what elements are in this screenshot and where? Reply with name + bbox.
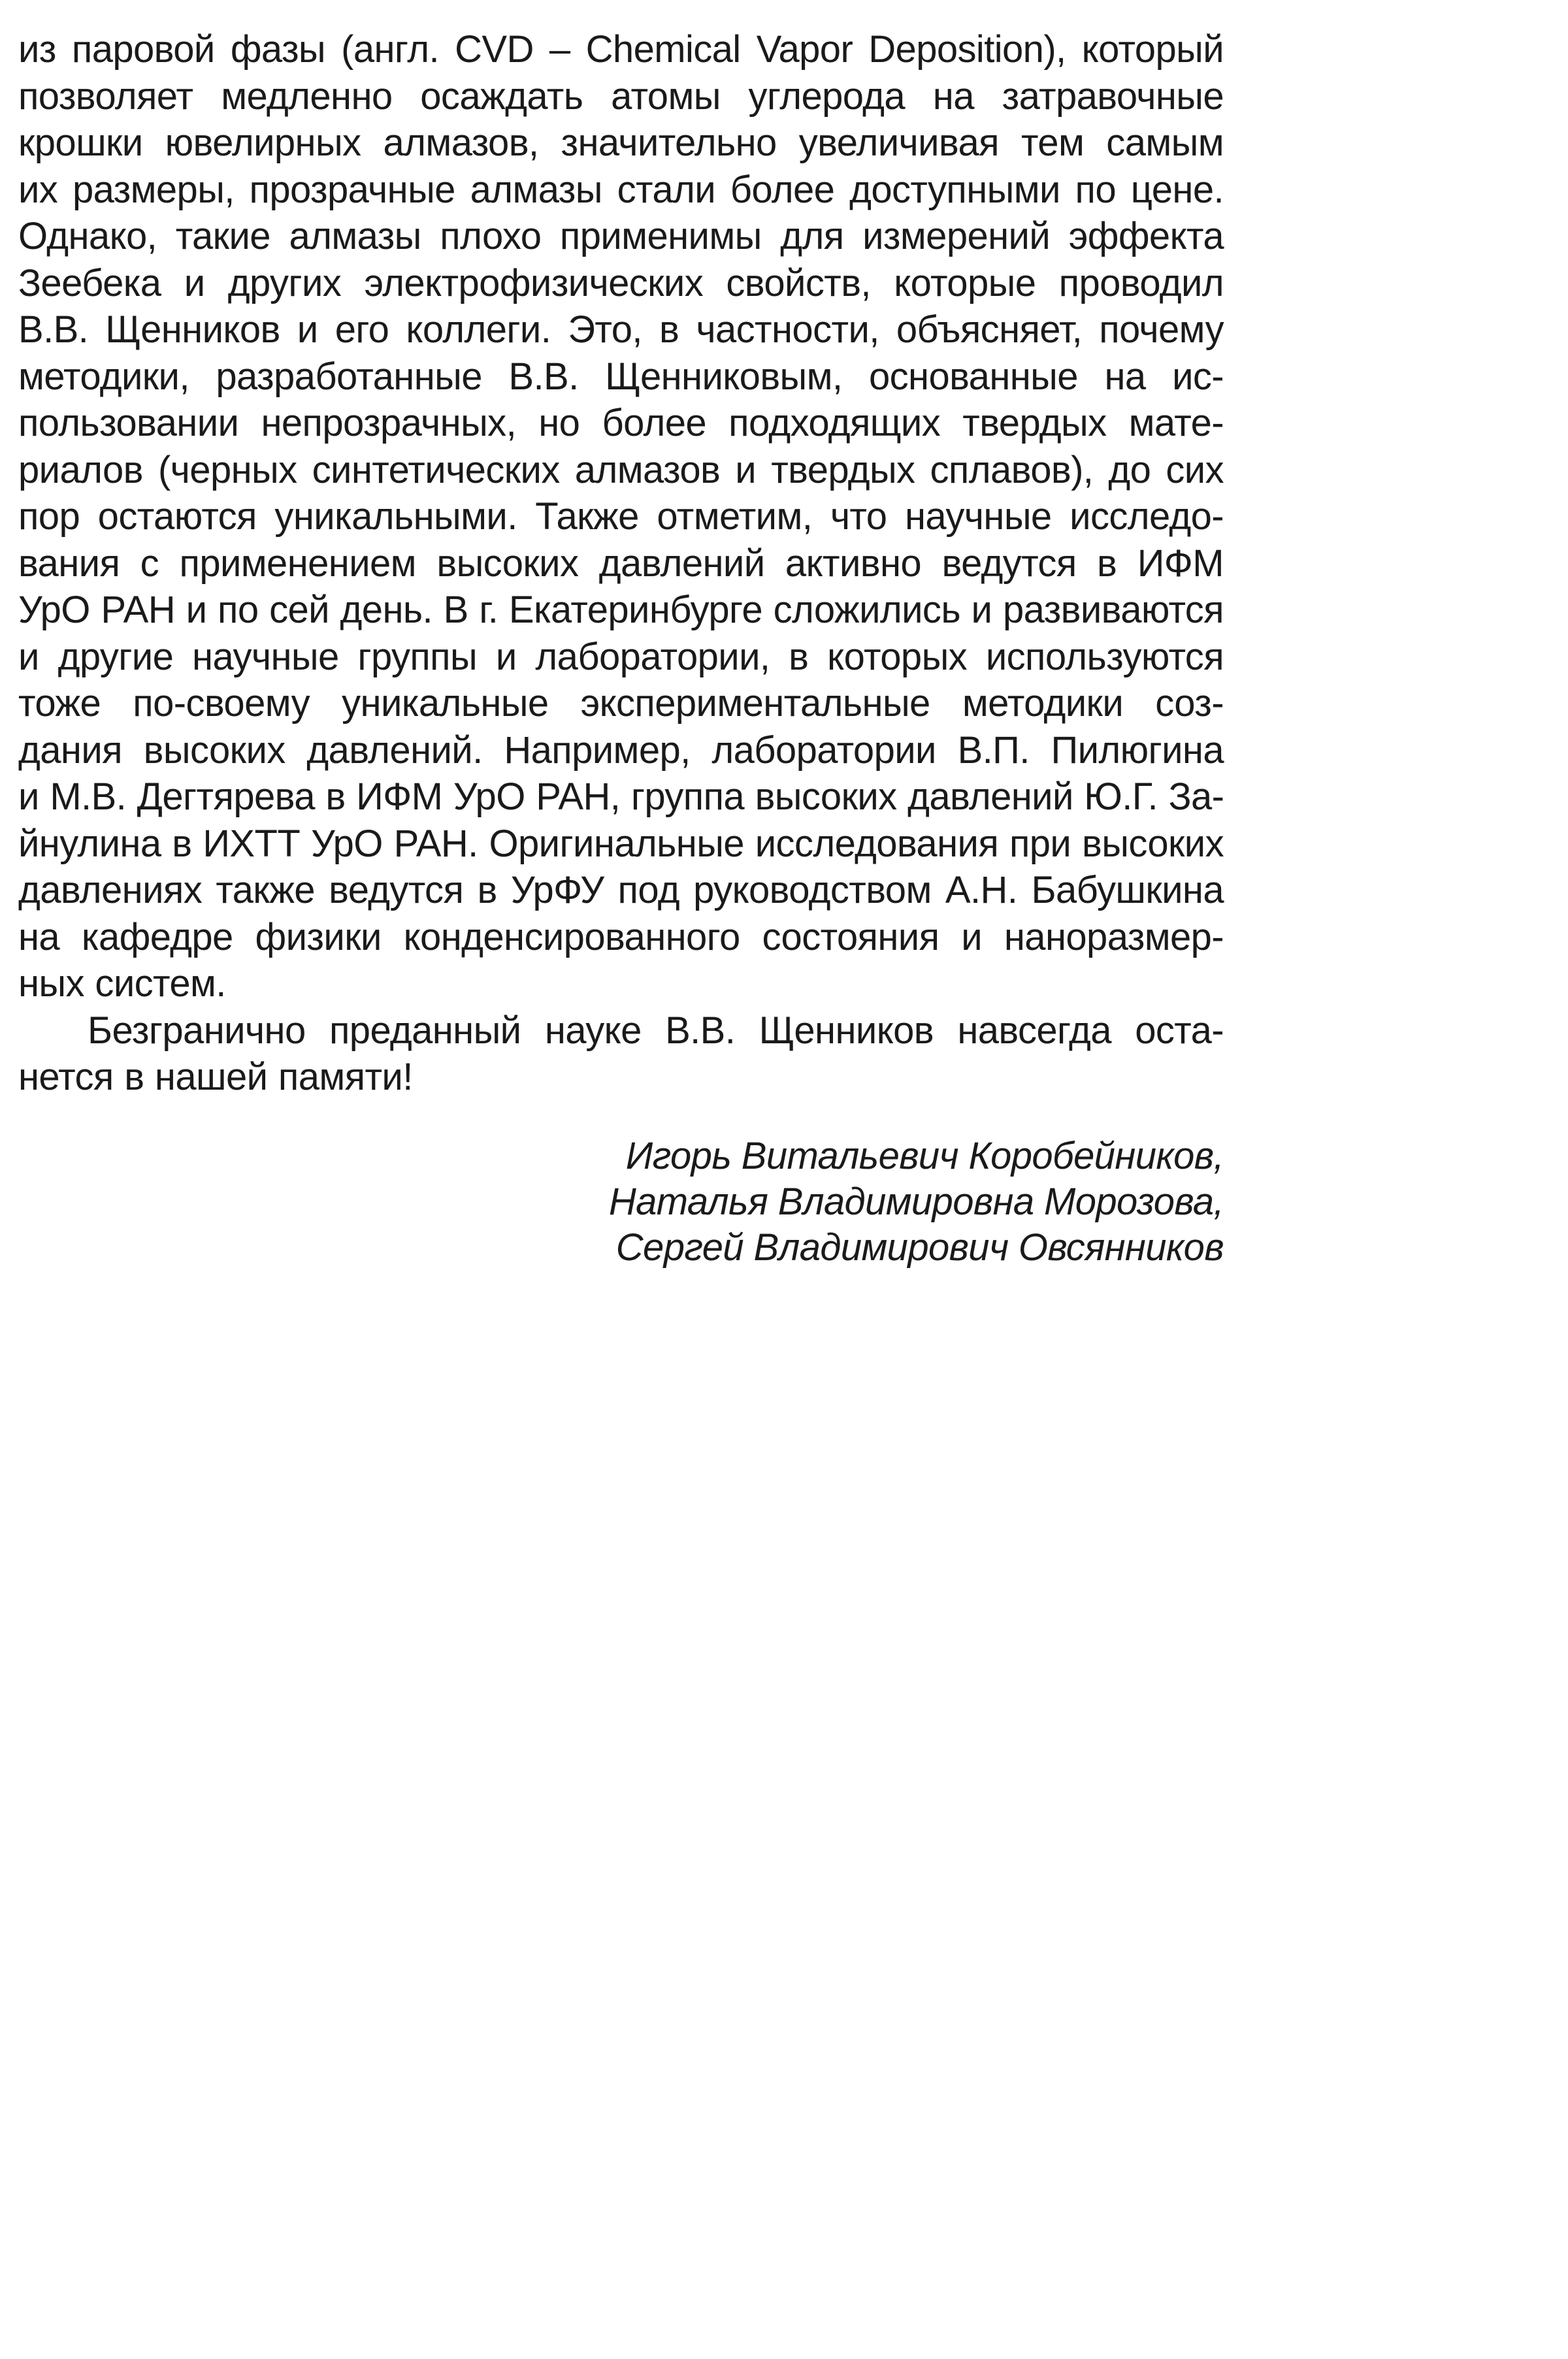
- text-line: вания с применением высоких давлений активно ведутся в ИФМ: [18, 542, 1224, 585]
- text-line: на кафедре физики конденсированного состояния и наноразмер-: [18, 915, 1224, 958]
- text-line: и М.В. Дегтярева в ИФМ УрО РАН, группа высоких давлений Ю.Г. За-: [18, 775, 1224, 818]
- author-signature-block: [609, 1133, 1224, 1271]
- text-line: позволяет медленно осаждать атомы углерода на затравочные: [18, 74, 1224, 118]
- author-name: Наталья Владимировна Морозова,: [608, 1180, 1224, 1223]
- text-line: Безгранично преданный науке В.В. Щенников навсегда оста-: [88, 1009, 1224, 1052]
- text-line: В.В. Щенников и его коллеги. Это, в частности, объясняет, почему: [18, 308, 1224, 351]
- text-line: пор остаются уникальными. Также отметим, что научные исследо-: [18, 495, 1224, 538]
- text-line: дания высоких давлений. Например, лаборатории В.П. Пилюгина: [18, 728, 1224, 772]
- text-line: пользовании непрозрачных, но более подходящих твердых мате-: [18, 402, 1224, 444]
- author-name: Игорь Витальевич Коробейников,: [625, 1135, 1224, 1177]
- text-line: риалов (черных синтетических алмазов и твердых сплавов), до сих: [18, 448, 1224, 491]
- text-line: Однако, такие алмазы плохо применимы для измерений эффекта: [18, 215, 1224, 257]
- text-line: из паровой фазы (англ. CVD – Chemical Vapor Deposition), который: [18, 28, 1224, 71]
- text-line: йнулина в ИХТТ УрО РАН. Оригинальные исследования при высоких: [18, 822, 1224, 865]
- author-name: Сергей Владимирович Овсянников: [615, 1226, 1224, 1269]
- text-line: тоже по-своему уникальные экспериментальные методики соз-: [18, 682, 1224, 724]
- text-line: их размеры, прозрачные алмазы стали более доступными по цене.: [18, 168, 1224, 211]
- paragraph-closing: [18, 1007, 1224, 1101]
- text-line: давлениях также ведутся в УрФУ под руководством А.Н. Бабушкина: [18, 869, 1224, 911]
- text-line: ных систем.: [18, 962, 226, 1005]
- text-line: УрО РАН и по сей день. В г. Екатеринбурге сложились и развиваются: [18, 589, 1224, 631]
- text-line: нется в нашей памяти!: [18, 1056, 413, 1098]
- document-body: [18, 26, 1224, 1101]
- text-line: и другие научные группы и лаборатории, в которых используются: [18, 635, 1224, 678]
- paragraph-main: [18, 26, 1224, 1007]
- text-line: крошки ювелирных алмазов, значительно увеличивая тем самым: [18, 122, 1224, 164]
- text-line: методики, разработанные В.В. Щенниковым, основанные на ис-: [18, 355, 1224, 398]
- text-line: Зеебека и других электрофизических свойств, которые проводил: [18, 261, 1224, 304]
